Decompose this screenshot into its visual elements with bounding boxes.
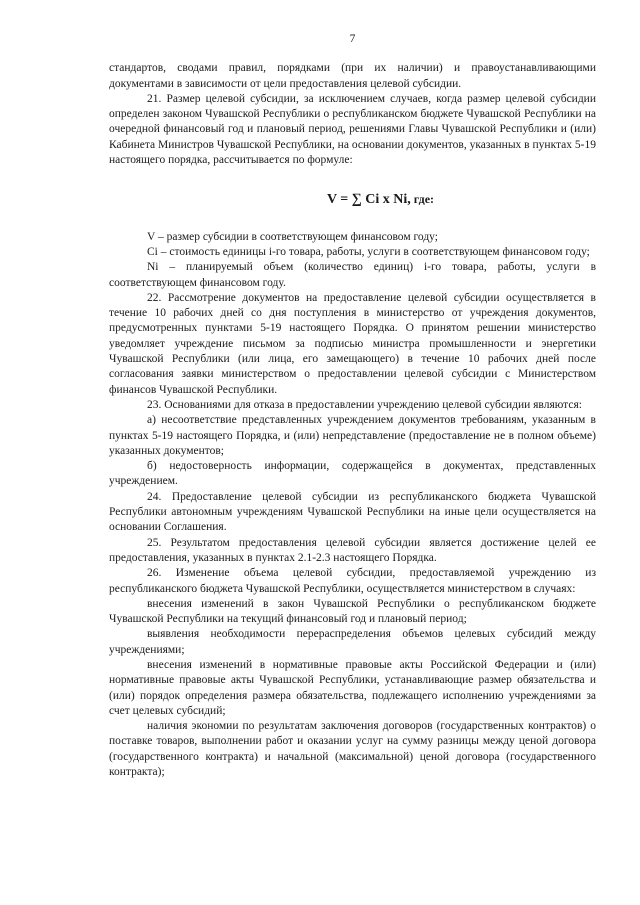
paragraph-23: 23. Основаниями для отказа в предоставлении учреждению целевой субсидии являются:	[147, 398, 582, 411]
paragraph-22: 22. Рассмотрение документов на предоставление целевой субсидии осуществляется в течение 10 рабочих дней со дня поступления в министерство от учреждения документов, предусмотренных пунктами 5-19 настоящего Порядка. О принятом решении министерство уведомляет учреждение письмом за подписью министра промышленности и энергетики Чувашской Республики (или лица, его замещающего) в течение 10 рабочих дней после согласования заявки министерством о предоставлении целевой субсидии с Министерством финансов Чувашской Республики.	[109, 291, 596, 396]
formula-tail: где:	[410, 192, 435, 207]
formula-main: V = ∑ Ci x Ni,	[326, 192, 411, 208]
case-item-3: внесения изменений в нормативные правовые акты Российской Федерации и (или) нормативные правовые акты Чувашской Республики, устанавливающие размер обязательства и (или) порядок определения размера обязательства, подлежащего исполнению учреждениями за счет целевых субсидий;	[109, 658, 596, 717]
case-item-1: внесения изменений в закон Чувашской Республики о республиканском бюджете Чувашской Республики на текущий финансовый год и плановый период;	[109, 597, 596, 626]
paragraph-23a: а) несоответствие представленных учреждением документов требованиям, указанным в пунктах 5-19 настоящего Порядка, и (или) непредставление (предоставление не в полном объеме) указанных документов;	[109, 414, 596, 457]
paragraph-continuation: стандартов, сводами правил, порядками (при их наличии) и правоустанавливающими документами в зависимости от цели предоставления целевой субсидии.	[109, 62, 596, 90]
paragraph-26: 26. Изменение объема целевой субсидии, предоставляемой учреждению из республиканского бюджета Чувашской Республики, осуществляется министерством в случаях:	[109, 567, 596, 595]
paragraph-25: 25. Результатом предоставления целевой субсидии является достижение целей ее предоставления, указанных в пунктах 2.1-2.3 настоящего Порядка.	[109, 536, 596, 564]
formula	[109, 192, 596, 207]
definition-v: V – размер субсидии в соответствующем финансовом году;	[147, 230, 438, 243]
definition-ni: Ni – планируемый объем (количество единиц) i-го товара, работы, услуги в соответствующем финансовом году.	[109, 261, 596, 289]
paragraph-21: 21. Размер целевой субсидии, за исключением случаев, когда размер целевой субсидии определен законом Чувашской Республики о республиканском бюджете Чувашской Республики на очередной финансовый год и плановый период, решениями Главы Чувашской Республики и (или) Кабинета Министров Чувашской Республики, на основании документов, указанных в пунктах 5-19 настоящего порядка, рассчитывается по формуле:	[109, 92, 596, 167]
paragraph-23b: б) недостоверность информации, содержащейся в документах, представленных учреждением.	[109, 460, 596, 488]
case-item-4: наличия экономии по результатам заключения договоров (государственных контрактов) о поставке товаров, выполнении работ и оказании услуг на сумму разницы между ценой договора (государственного контракта) и начальной (максимальной) ценой договора (государственного контракта);	[109, 720, 596, 779]
case-item-2: выявления необходимости перераспределения объемов целевых субсидий между учреждениями;	[109, 628, 596, 656]
page-number: 7	[349, 33, 356, 45]
paragraph-24: 24. Предоставление целевой субсидии из республиканского бюджета Чувашской Республики автономным учреждениям Чувашской Республики на иные цели осуществляется на основании Соглашения.	[109, 490, 596, 534]
definition-ci: Сi – стоимость единицы i-го товара, работы, услуги в соответствующем финансовом году;	[147, 245, 590, 258]
